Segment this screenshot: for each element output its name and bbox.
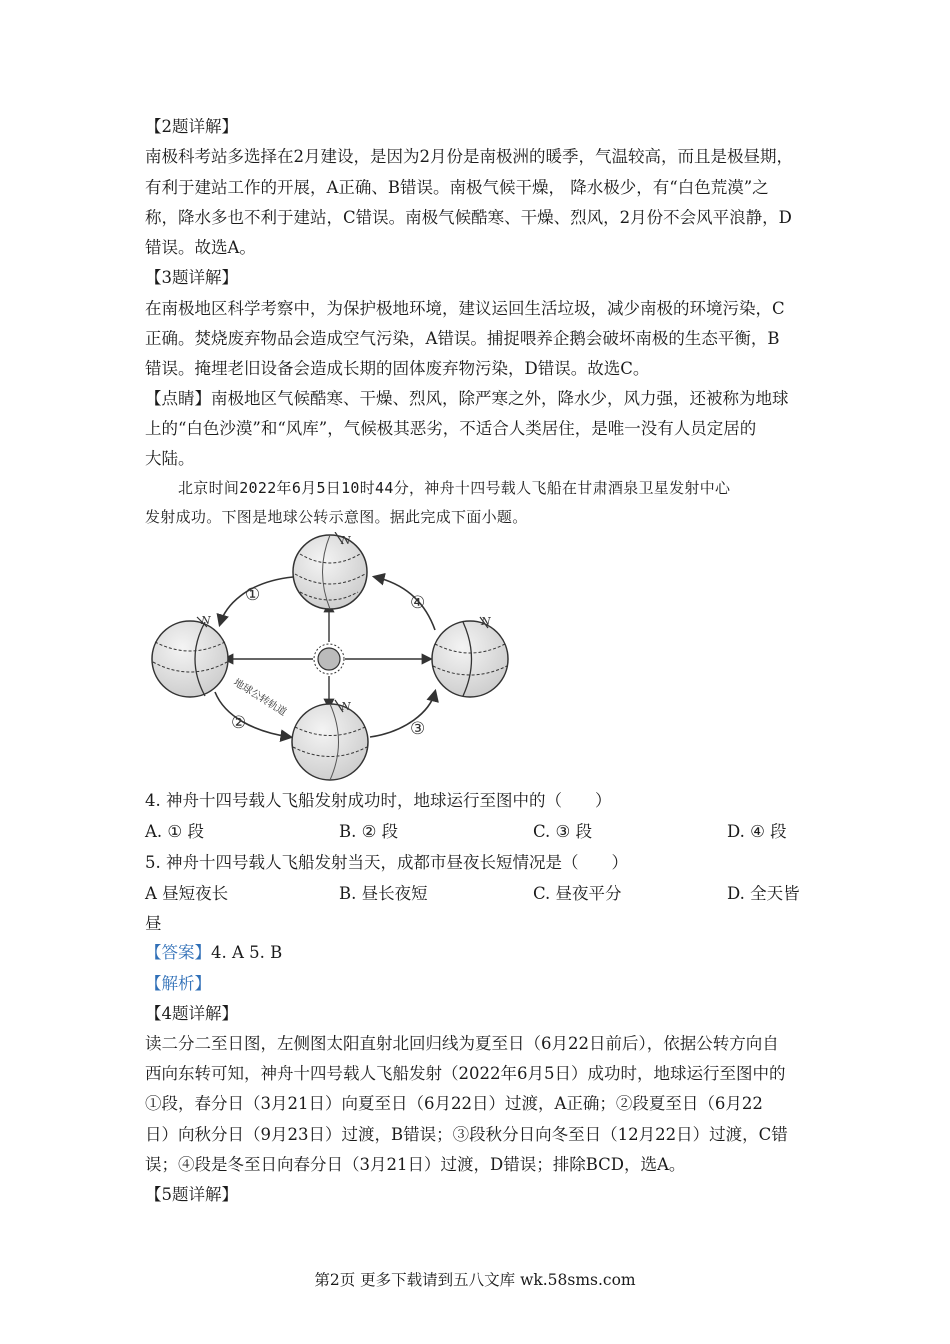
earth-revolution-figure (145, 532, 515, 786)
answer-line (145, 942, 282, 964)
section-2-line: 错误。故选A。 (145, 238, 256, 257)
q4-option-a: A. ① 段 (145, 822, 204, 841)
pole-label: N (201, 614, 211, 627)
earth-globe-left (152, 617, 228, 697)
q5-option-d-wrap: 昼 (145, 914, 162, 933)
answer-label: 【答案】 (145, 943, 211, 962)
earth-globe-bottom (292, 700, 368, 780)
q4-option-d: D. ④ 段 (727, 822, 787, 841)
sun-icon (314, 644, 344, 674)
q5-option-c: C. 昼夜平分 (533, 884, 622, 903)
section-2-line: 南极科考站多选择在2月建设，是因为2月份是南极洲的暖季，气温较高，而且是极昼期， (145, 147, 793, 166)
q5-option-b: B. 昼长夜短 (339, 884, 428, 903)
section-4-line: 日）向秋分日（9月23日）过渡，B错误；③段秋分日向冬至日（12月22日）过渡，C错 (145, 1125, 788, 1144)
segment-label-4: ④ (410, 593, 426, 613)
section-3-line: 在南极地区科学考察中，为保护极地环境，建议运回生活垃圾，减少南极的环境污染，C (145, 299, 785, 318)
q5-option-d: D. 全天皆 (727, 884, 800, 903)
q4-stem: 4. 神舟十四号载人飞船发射成功时，地球运行至图中的（ ） (145, 791, 612, 810)
page-footer: 第2页 更多下载请到五八文库 wk.58sms.com (314, 1271, 636, 1289)
segment-label-2: ② (231, 713, 247, 733)
section-2-line: 有利于建站工作的开展，A正确、B错误。南极气候干燥， 降水极少，有“白色荒漠”之 (145, 178, 769, 197)
orbit-arc-3 (370, 692, 435, 737)
orbit-label: 地球公转轨道 (231, 677, 289, 719)
answer-text: 4. A 5. B (211, 943, 283, 962)
intro-line: 发射成功。下图是地球公转示意图。据此完成下面小题。 (145, 508, 528, 526)
orbit-arc-4 (375, 577, 435, 630)
pole-label: N (341, 700, 351, 713)
earth-globe-right (432, 617, 508, 697)
section-2-heading: 【2题详解】 (145, 117, 238, 136)
section-4-line: 读二分二至日图，左侧图太阳直射北回归线为夏至日（6月22日前后），依据公转方向自 (145, 1034, 779, 1053)
dianjing-line: 大陆。 (145, 449, 195, 468)
dianjing-line: 【点睛】南极地区气候酷寒、干燥、烈风，除严寒之外，降水少，风力强，还被称为地球 (145, 389, 789, 408)
q4-option-b: B. ② 段 (339, 822, 399, 841)
section-4-heading: 【4题详解】 (145, 1004, 238, 1023)
analysis-label: 【解析】 (145, 974, 211, 993)
earth-revolution-diagram (145, 532, 515, 782)
pole-label: N (341, 534, 351, 547)
q5-option-a: A 昼短夜长 (145, 884, 229, 903)
segment-label-3: ③ (410, 719, 426, 739)
segment-label-1: ① (245, 585, 261, 605)
section-3-line: 错误。掩埋老旧设备会造成长期的固体废弃物污染，D错误。故选C。 (145, 359, 650, 378)
section-4-line: 西向东转可知，神舟十四号载人飞船发射（2022年6月5日）成功时，地球运行至图中的 (145, 1064, 786, 1083)
intro-line: 北京时间2022年6月5日10时44分，神舟十四号载人飞船在甘肃酒泉卫星发射中心 (178, 479, 731, 497)
dianjing-line: 上的“白色沙漠”和“风库”，气候极其恶劣，不适合人类居住，是唯一没有人员定居的 (145, 419, 757, 438)
pole-label: N (481, 615, 491, 628)
section-3-heading: 【3题详解】 (145, 268, 238, 287)
section-4-line: ①段，春分日（3月21日）向夏至日（6月22日）过渡，A正确；②段夏至日（6月22 (145, 1094, 763, 1113)
section-3-line: 正确。焚烧废弃物品会造成空气污染，A错误。捕捉喂养企鹅会破坏南极的生态平衡，B (145, 329, 780, 348)
q4-option-c: C. ③ 段 (533, 822, 593, 841)
section-5-heading: 【5题详解】 (145, 1185, 238, 1204)
q5-stem: 5. 神舟十四号载人飞船发射当天，成都市昼夜长短情况是（ ） (145, 853, 628, 872)
section-2-line: 称，降水多也不利于建站，C错误。南极气候酷寒、干燥、烈风，2月份不会风平浪静，D (145, 208, 792, 227)
section-4-line: 误；④段是冬至日向春分日（3月21日）过渡，D错误；排除BCD，选A。 (145, 1155, 686, 1174)
earth-globe-top (293, 532, 367, 609)
